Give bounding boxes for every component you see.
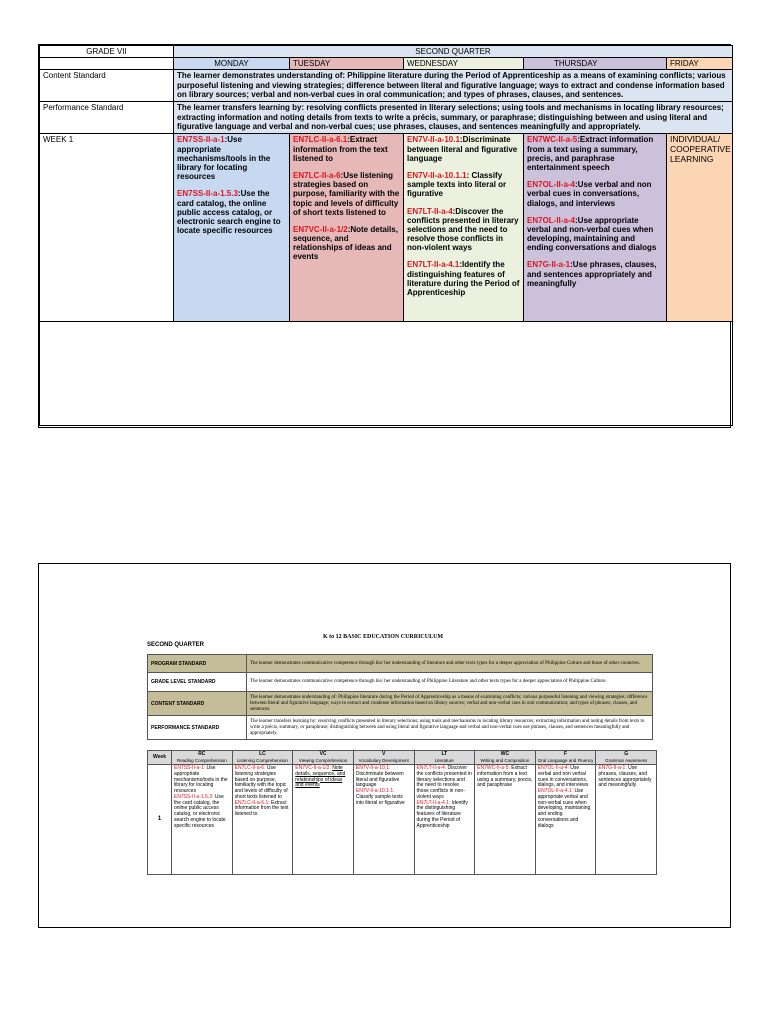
grid-cell-v: EN7V-II-a-10.1: Discriminate between literal and figurative language EN7V-II-a-10.1.1: Classify sample texts into literal or figurative [353, 765, 414, 875]
competency-item: EN7LT-II-a-4:Discover the conflicts presented in literary selections and the need to resolve those conflicts in non-violent ways [407, 206, 519, 253]
standard-row: CONTENT STANDARD The learner demonstrates understanding of: Philippine literature during the Period of Apprenticeship as a means of examining conflicts; various purposeful listening and viewing strategies; difference between literal and figurative language; ways to extract and condense information based on library sources; verbal and non-verbal cues in oral communication; and types of phrases, clauses, and sentences. [148, 692, 653, 716]
standard-row: PERFORMANCE STANDARD The learner transfers learning by: resolving conflicts presented in literary selections; using tools and mechanisms in locating library resources; extracting information and noting details from texts to write a précis, summary, or paraphrase; distinguishing between and using literal and figurative language and verbal and non-verbal cues use phrases, clauses, and sentences meaningfully and appropriately. [148, 716, 653, 740]
lesson-plan-table [38, 44, 731, 428]
grid-header: V Vocabulary Development [353, 751, 414, 765]
grid-header: VC Viewing Comprehension [293, 751, 354, 765]
performance-standard-text: The learner transfers learning by: resolving conflicts presented in literary selections; using tools and mechanisms in locating library resources; extracting information and noting details from texts to write a précis, summary, or paraphrase; distinguishing between and using literal and figurative language and verbal and non-verbal cues; use phrases, clauses, and sentences meaningfully and appropriately. [174, 102, 733, 134]
grid-header-row [148, 751, 657, 765]
grid-header: RC Reading Comprehension [172, 751, 233, 765]
friday-activity: INDIVIDUAL/ COOPERATIVE LEARNING [667, 134, 733, 322]
grid-week-row [148, 765, 657, 875]
standard-row: PROGRAM STANDARD The learner demonstrates communicative competence through his/ her understanding of literature and other texts types for a deeper appreciation of Philippine Culture and those of other countries. [148, 655, 653, 673]
grid-cell-vc: EN7VC-II-a-1/2: Note details, sequence, and relationships of ideas and events [293, 765, 354, 875]
grid-cell-rc: EN7SS-II-a-1: Use appropriate mechanisms/tools in the library for locating resources EN7SS-II-a-1.5.3: Use the card catalog, the online public access catalog, or electronic search engine to locate specific resources [172, 765, 233, 875]
thursday-competencies [524, 134, 667, 322]
day-header-tuesday: TUESDAY [290, 58, 404, 70]
standard-row: GRADE LEVEL STANDARD The learner demonstrates communicative competence through his/ her understanding of Philippine Literature and other texts types for a deeper appreciation of Philippine Culture. [148, 673, 653, 692]
weekly-plan-grid [39, 45, 733, 426]
monday-competencies [174, 134, 290, 322]
grid-cell-wc: EN7WC-II-a-5: Extract information from a text using a summary, precis, and paraphrase [475, 765, 536, 875]
competency-item: EN7LC-II-a-6.1:Extract information from the text listened to [293, 135, 388, 163]
competency-item: EN7SS-II-a-1:Use appropriate mechanisms/tools in the library for locating resources [177, 135, 271, 182]
grid-header: LT Literature [414, 751, 475, 765]
competency-item: EN7V-II-a-10.1.1: Classify sample texts into literal or figurative [407, 170, 507, 199]
week-label: WEEK 1 [40, 134, 174, 322]
grid-cell-f: EN7OL-II-a-4: Use verbal and non verbal cues in conversations, dialogs, and interviews EN7OL-II-a-4.1: Use appropriate verbal and non-verbal cues when developing, maintaining and ending conversations and dialogs [535, 765, 596, 875]
grid-header: WC Writing and Composition [475, 751, 536, 765]
grid-header: LC Listening Comprehension [232, 751, 293, 765]
competency-item: EN7LC-II-a-6:Use listening strategies based on purpose, familiarity with the topic and levels of difficulty of short texts listened to [293, 170, 400, 217]
competency-item: EN7V-II-a-10.1:Discriminate between literal and figurative language [407, 135, 518, 163]
day-header-thursday: THURSDAY [524, 58, 667, 70]
grid-cell-lt: EN7LT-II-a-4: Discover the conflicts presented in literary selections and the need to resolve those conflicts in non-violent ways EN7LT-II-a-4.1: Identify the distinguishing features of literature during the Period of Apprenticeship [414, 765, 475, 875]
curriculum-title: K to 12 BASIC EDUCATION CURRICULUM [323, 634, 444, 640]
grid-header: Week [148, 751, 172, 765]
grid-header: G Grammar Awareness [596, 751, 657, 765]
grid-header: F Oral Language and Fluency [535, 751, 596, 765]
grid-cell-lc: EN7LC-II-a-6: Use listening strategies based on purpose, familiarity with the topic and levels of difficulty of short texts listened to EN7LC-II-a-6.1: Extract information from the text listened to [232, 765, 293, 875]
competency-item: EN7LT-II-a-4.1:Identify the distinguishing features of literature during the Period of Apprenticeship [407, 260, 520, 297]
competency-item: EN7VC-II-a-1/2:Note details, sequence, and relationships of ideas and events [293, 224, 398, 262]
empty-notes-row [40, 322, 733, 426]
day-header-wednesday: WEDNESDAY [404, 58, 524, 70]
competency-grid [147, 750, 657, 875]
quarter-header: SECOND QUARTER [174, 46, 733, 58]
competency-item: EN7G-II-a-1:Use phrases, clauses, and sentences appropriately and meaningfully [527, 260, 657, 288]
grid-cell-g: EN7G-II-a-1: Use phrases, clauses, and sentences appropriately and meaningfully [596, 765, 657, 875]
day-header-monday: MONDAY [174, 58, 290, 70]
week-number: 1 [148, 765, 172, 875]
performance-standard-label: Performance Standard [40, 102, 174, 134]
tuesday-competencies [290, 134, 404, 322]
competency-item: EN7OL-II-a-4:Use verbal and non verbal cues in conversations, dialogs, and interviews [527, 180, 652, 208]
competency-item: EN7WC-II-a-5:Extract information from a text using a summary, precis, and paraphrase entertainment speech [527, 135, 654, 172]
competency-item: EN7SS-II-a-1.5.3:Use the card catalog, the online public access catalog, or electronic search engine to locate specific resources [177, 189, 281, 236]
competency-item: EN7OL-II-a-4:Use appropriate verbal and non-verbal cues when developing, maintaining and ending conversations and dialogs [527, 215, 657, 253]
content-standard-label: Content Standard [40, 70, 174, 102]
day-header-friday: FRIDAY [667, 58, 733, 70]
wednesday-competencies [404, 134, 524, 322]
standards-table [147, 654, 653, 740]
content-standard-text: The learner demonstrates understanding of: Philippine literature during the Period of Apprenticeship as a means of examining conflicts; various purposeful listening and viewing strategies; difference between literal and figurative language; ways to extract and condense information based on library sources; verbal and non-verbal cues in oral communication; and types of phrases, clauses, and sentences. [174, 70, 733, 102]
grade-header: GRADE VII [40, 46, 174, 58]
second-quarter-label: SECOND QUARTER [147, 642, 205, 648]
curriculum-guide-panel [38, 563, 731, 928]
